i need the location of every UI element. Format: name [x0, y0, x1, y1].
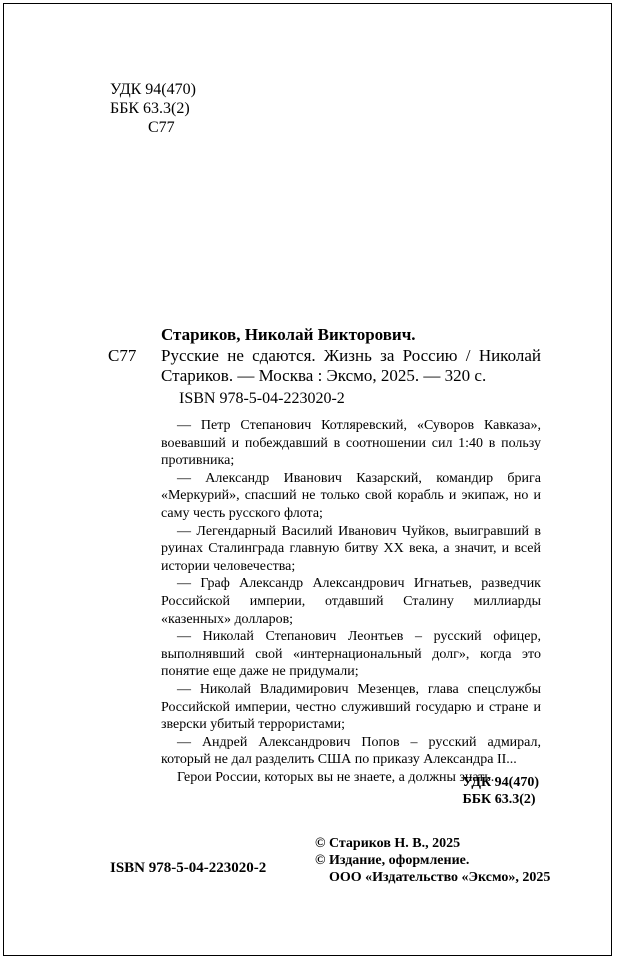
udk-block-right — [463, 774, 539, 808]
udk-code-right: УДК 94(470) — [462, 775, 539, 790]
copyright-publisher-name: ООО «Издательство «Эксмо», 2025 — [329, 870, 551, 885]
annotation-paragraph: Герои России, которых вы не знаете, а должны знать. — [177, 769, 495, 785]
annotation-paragraph: — Николай Владимирович Мезенцев, глава спецслужбы Российской империи, честно служивший государю и стране и зверски убитый террористами; — [161, 681, 541, 733]
udk-block-top — [110, 80, 196, 137]
annotation-paragraph: — Александр Иванович Казарский, командир брига «Меркурий», спасший не только свой корабль и экипаж, но и саму честь русского флота; — [161, 470, 541, 521]
bbk-code-right: ББК 63.3(2) — [462, 792, 536, 807]
book-title-description: Русские не сдаются. Жизнь за Россию / Николай Стариков. — Москва : Эксмо, 2025. — 320 с. — [161, 346, 541, 385]
annotation-paragraph: — Легендарный Василий Иванович Чуйков, выигравший в руинах Сталинграда главную битву XX века, а значит, и всей истории человечества; — [161, 523, 541, 574]
annotation-paragraph: — Граф Александр Александрович Игнатьев, разведчик Российской империи, отдавший Сталину миллиарды «казенных» долларов; — [161, 576, 541, 627]
author-heading: Стариков, Николай Викторович. — [161, 325, 416, 344]
isbn-middle: ISBN 978-5-04-223020-2 — [179, 390, 345, 407]
author-mark-left: С77 — [108, 346, 137, 365]
author-mark: С77 — [148, 119, 175, 136]
udk-code: УДК 94(470) — [110, 81, 196, 98]
copyright-publisher: © Издание, оформление. — [315, 853, 470, 868]
annotation — [161, 417, 541, 786]
copyright-page — [3, 3, 612, 956]
copyright-author: © Стариков Н. В., 2025 — [315, 836, 461, 851]
copyright-block — [315, 835, 550, 886]
bbk-code: ББК 63.3(2) — [110, 100, 190, 117]
annotation-paragraph: — Петр Степанович Котляревский, «Суворов Кавказа», воевавший и побеждавший в соотношении сил 1:40 в пользу противника; — [161, 418, 541, 469]
annotation-paragraph: — Николай Степанович Леонтьев – русский офицер, выполнявший свой «интернациональный долг», когда это понятие еще даже не придумали; — [161, 629, 541, 680]
isbn-bottom: ISBN 978-5-04-223020-2 — [110, 860, 267, 876]
annotation-paragraph: — Андрей Александрович Попов – русский адмирал, который не дал разделить США по приказу Александра II... — [161, 734, 541, 768]
